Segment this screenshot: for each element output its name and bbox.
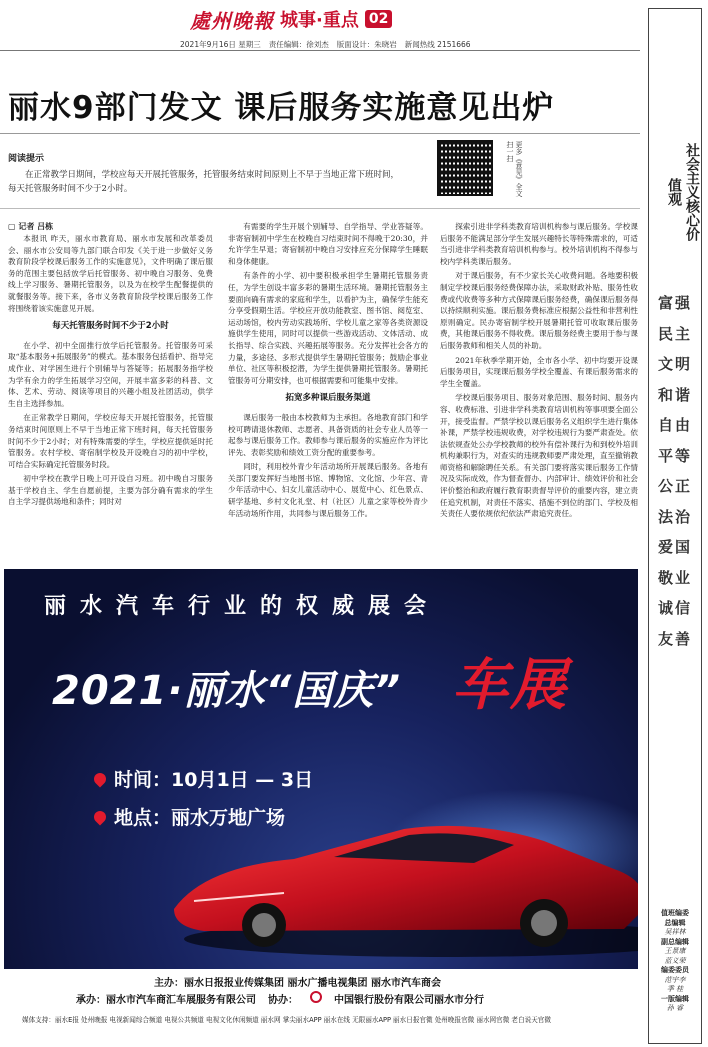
ad-organizer	[76, 991, 484, 1006]
qr-code-icon[interactable]	[437, 140, 493, 196]
ad-organizer-b: 协办：	[268, 995, 298, 1006]
paragraph: 在小学、初中全面推行放学后托管服务。托管服务可采取“基本服务+拓展服务”的模式。基本服务包括看护、指导完成作业、对学困生进行个别辅导与答疑等；拓展服务指学校为学有余力的学生拓展学习空间，开展丰富多彩的科普、文体、艺术、劳动、阅读等项目的兴趣小组及社团活动，供学生自主选择参加。	[8, 340, 213, 408]
editor-name: 孙 睿	[666, 1004, 684, 1012]
byline-text: 记者 吕栋	[18, 222, 54, 231]
ad-big-title: 车展	[452, 653, 568, 718]
editor-name: 季 桂	[666, 985, 684, 993]
car-show-advertisement[interactable]	[4, 569, 638, 1031]
editor-name: 蓝义荣	[664, 956, 686, 965]
editor-role: 编委委员	[661, 966, 689, 974]
article-column-1	[8, 233, 213, 563]
section-name: 城事·重点	[280, 10, 359, 31]
newspaper-brand: 處州晚報	[190, 8, 274, 33]
core-value: 敬业	[657, 568, 692, 587]
byline: ▢ 记者 吕栋	[8, 222, 54, 231]
editor-name: 吴祥林	[664, 928, 686, 936]
editor-role: 总编辑	[664, 918, 686, 927]
location-pin-icon	[92, 770, 109, 787]
core-value: 平等	[657, 446, 692, 465]
responsible-editor: 责任编辑：徐刘杰	[268, 40, 329, 49]
paragraph: 对于课后服务，有不少家长关心收费问题。各地要积极制定学校课后服务经费保障办法，采取财政补贴、服务性收费或代收费等多种方式保障课后服务经费，确保课后服务得以持续顺利实施。课后服务费标准应根据公益性和非营利性原则确定。民办寄宿制学校开展暑期托管可收取课后服务费，其他课后服务不得收费。课后服务经费主要用于参与课后服务教师和相关人员的补助。	[440, 271, 638, 350]
paragraph: 在正常教学日期间，学校应每天开展托管服务，托管服务结束时间原则上不早于当地正常下班时间，每天托管服务时间不少于2小时；对有特殊需要的学生，学校应提供延时托管服务。农村学校、寄宿制学校及开设晚自习的初中学校，可结合实际确定托管服务时段。	[8, 413, 213, 469]
issue-date: 2021年9月16日 星期三	[180, 40, 261, 49]
editors-list	[649, 909, 701, 1014]
paragraph: 同时，利用校外青少年活动场所开展课后服务。各地有关部门要发挥好当地图书馆、博物馆、文化馆、少年宫、青少年活动中心、妇女儿童活动中心、展览中心、红色景点、研学基地、乡村文化礼堂、村（社区）儿童之家等校外青少年活动场所作用，共同参与课后服务工作。	[228, 462, 428, 518]
paragraph: 探索引进非学科类教育培训机构参与课后服务。学校课后服务不能满足部分学生发展兴趣特长等特殊需求的，可适当引进非学科类教育培训机构参与。校外培训机构不得参与校内学科类课后服务。	[440, 222, 638, 266]
media-support: 媒体支持：丽水E报 处州晚报 电视新闻综合频道 电视公共频道 电视文化休闲频道 丽水网 掌尖丽水APP 丽水在线 无限丽水APP 丽水日报官微 处州晚报官微 丽水网官微 老白说天官微	[22, 1016, 551, 1024]
page-headline: 丽水9部门发文 课后服务实施意见出炉	[8, 90, 555, 126]
sidebar-heading: 社会主义核心价值观	[666, 143, 700, 241]
core-values-sidebar	[648, 8, 702, 1044]
core-values-list	[649, 292, 701, 658]
ad-time	[94, 765, 313, 792]
page-number: 02	[365, 10, 392, 28]
core-value: 公正	[657, 477, 692, 495]
ad-organizer-a: 承办：丽水市汽车商汇车展服务有限公司	[76, 995, 256, 1006]
paragraph: 课后服务一般由本校教师为主承担。各地教育部门和学校可聘请退休教师、志愿者、具备资质的社会专业人员等一起参与课后服务工作。教师参与课后服务的实施应作为评比评先、表彰奖励和绩效工资分配的重要参考。	[228, 412, 428, 457]
editor-name: 王景康	[664, 947, 686, 955]
top-divider	[0, 50, 640, 51]
editor-role: 值班编委	[661, 909, 689, 917]
headline-divider	[0, 133, 640, 134]
article-column-3	[440, 221, 638, 563]
core-value: 诚信	[657, 599, 692, 617]
sports-car-image	[144, 789, 638, 959]
qr-caption: 更多《意见》全文 扫一扫	[506, 141, 523, 197]
article-column-2	[228, 221, 428, 563]
ad-title: 2021·丽水“国庆”	[52, 668, 402, 714]
lead-label: 阅读提示	[8, 154, 45, 164]
subheading: 每天托管服务时间不少于2小时	[52, 321, 169, 332]
core-value: 爱国	[657, 538, 692, 556]
core-value: 文明	[657, 355, 692, 373]
lead-divider	[0, 208, 640, 209]
masthead	[190, 4, 392, 34]
layout-designer: 版面设计：朱晓岩	[336, 40, 397, 49]
ad-host: 主办：丽水日报报业传媒集团 丽水广播电视集团 丽水市汽车商会	[154, 978, 441, 989]
paragraph: 本报讯 昨天，丽水市教育局、丽水市发展和改革委员会、丽水市公安局等九部门联合印发《关于进一步做好义务教育阶段学校课后服务工作的实施意见》，文件明确了课后服务的范围主要包括放学后托管服务、初中晚自习服务、免费线上学习服务、暑期托管服务，以及为在校学生配餐提供的就餐服务等。接下来，各市义务教育阶段学校课后服务工作将围绕着该实施意见开展。	[8, 234, 213, 313]
paragraph: 学校课后服务项目、服务对象范围、服务时间、服务内容、收费标准、引进非学科类教育培训机构等事项要全面公开，接受监督。严禁学校以课后服务名义组织学生进行集体补课，严禁学校违规收费，对学校违规行为要严肃查处。依法依规查处公办学校教师的校外有偿补课行为和到校外培训机构兼职行为，对查实的违规教师要严肃处理，直至撤销教师资格和解除聘任关系。有关部门要将落实课后服务工作情况及实际成效，作为督查督办、内部审计、绩效评价和社会评价整治和政府履行教育职责督导评价的重要内容，建立责任追究机制，对责任不落实、措施不到位的部门、学校及相关责任人要依规依纪依法严肃追究责任。	[440, 393, 638, 519]
editor-role: 副总编辑	[661, 937, 689, 946]
bank-logo-icon	[310, 991, 322, 1003]
editor-role: 一版编辑	[661, 994, 689, 1003]
core-value: 民主	[657, 324, 692, 343]
ad-tagline: 丽水汽车行业的权威展会	[44, 594, 441, 619]
core-value: 自由	[657, 416, 692, 434]
paragraph: 初中学校在教学日晚上可开设自习班。初中晚自习服务基于学校自主、学生自愿前提，主要为部分确有需求的学生自主学习提供场地和条件；同时对	[8, 474, 213, 507]
ad-organizer-c: 中国银行股份有限公司丽水市分行	[334, 995, 484, 1006]
paragraph: 有条件的小学、初中要积极承担学生暑期托管服务责任，为学生创设丰富多彩的暑期生活环境。暑期托管服务主要面向确有需求的家庭和学生，以看护为主，确保学生能充分享受假期生活。学校应开放功能教室、图书馆、阅览室、运动场馆，校内劳动实践场所、学校儿童之家等各类资源设施供学生使用，同时可以提供一些游戏活动、文体活动、成长指导、综合实践、兴趣拓展等服务。充分发挥社会各方的力量，多途径、多形式提供学生暑期托管服务；鼓励企事业单位、社区等积极挖潜，为学生提供暑期托管服务。暑期托管服务可分期安排，也可根据需要和可能集中安排。	[228, 271, 428, 385]
location-pin-icon	[92, 808, 109, 825]
ad-time-text: 时间：10月1日 — 3日	[114, 769, 314, 791]
paragraph: 有需要的学生开展个别辅导、自学指导、学业答疑等。非寄宿制初中学生在校晚自习结束时间不得晚于20:30，并允许学生早退；寄宿制初中晚自习安排应充分保障学生睡眠和身体健康。	[228, 222, 428, 266]
core-value: 法治	[657, 507, 692, 526]
ad-place-text: 地点：丽水万地广场	[114, 807, 286, 829]
core-value: 和谐	[657, 385, 692, 404]
editor-name: 范宇李	[664, 975, 686, 984]
news-hotline: 新闻热线 2151666	[404, 40, 471, 49]
core-value: 富强	[657, 294, 692, 312]
subheading: 拓宽多种课后服务渠道	[285, 393, 371, 404]
lead-text: 在正常教学日期间，学校应每天开展托管服务，托管服务结束时间原则上不早于当地正常下班时间，每天托管服务时间不少于2小时。	[8, 170, 400, 194]
paragraph: 2021年秋季学期开始，全市各小学、初中均要开设课后服务项目，实现课后服务学校全覆盖、有课后服务需求的学生全覆盖。	[440, 355, 638, 388]
core-value: 友善	[657, 629, 692, 648]
dateline	[180, 39, 471, 50]
